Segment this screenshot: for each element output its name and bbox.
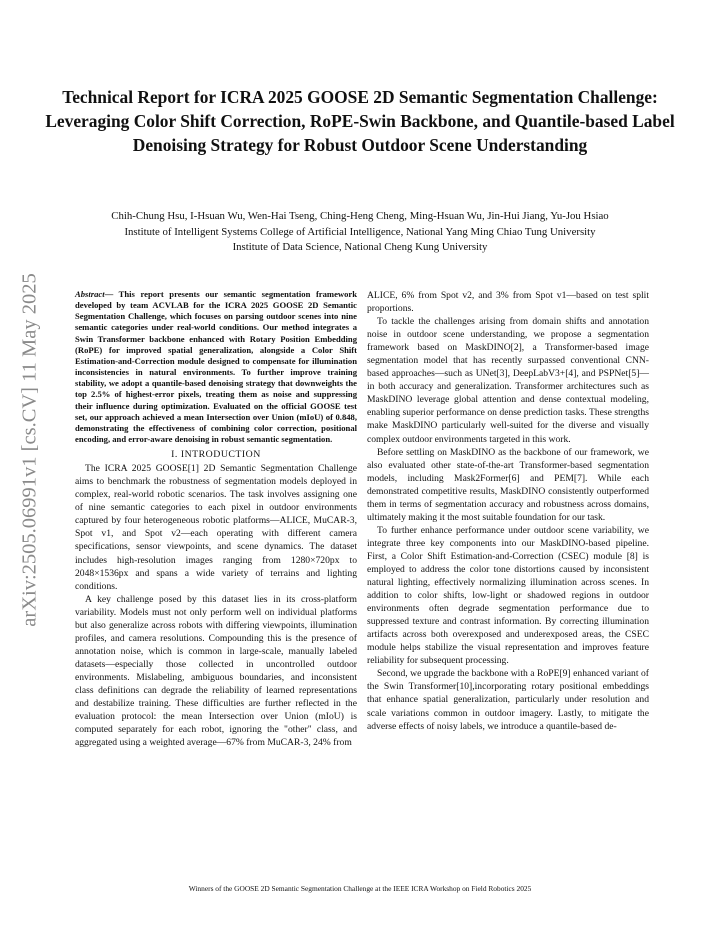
- affiliation-2: Institute of Data Science, National Cheng Kung University: [232, 241, 488, 253]
- intro-paragraph-3: To tackle the challenges arising from domain shifts and annotation noise in outdoor scene understanding, we propose a segmentation framework based on MaskDINO[2], a Transformer-based image segmentation model that has recently surpassed conventional CNN-based approaches—such as UNet[3], DeepLabV3+[4], and PSPNet[5]—in both accuracy and generalization. Transformer architectures such as MaskDINO leverage global attention and dense contextual modeling, enabling superior performance on dense prediction tasks. These strengths make MaskDINO particularly well-suited for the diverse and visually complex outdoor environments targeted in this work.: [367, 316, 649, 445]
- abstract-lead: Abstract: [75, 289, 105, 299]
- right-column: [367, 289, 649, 733]
- abstract-text: — This report presents our semantic segmentation framework developed by team ACVLAB for the ICRA 2025 GOOSE 2D Semantic Segmentation Challenge, which focuses on parsing outdoor scenes into nine semantic categories under real-world conditions. Our method integrates a Swin Transformer backbone enhanced with Rotary Position Embedding (RoPE) for improved spatial generalization, alongside a Color Shift Estimation-and-Correction module designed to compensate for illumination inconsistencies in natural environments. To further improve training stability, we adopt a quantile-based denoising strategy that downweights the top 2.5% of highest-error pixels, treating them as noise and suppressing their influence during optimization. Evaluated on the official GOOSE test set, our approach achieved a mean Intersection over Union (mIoU) of 0.848, demonstrating the effectiveness of combining color correction, positional encoding, and error-aware denoising in robust semantic segmentation.: [75, 289, 357, 445]
- intro-paragraph-5: To further enhance performance under outdoor scene variability, we integrate three key components into our MaskDINO-based pipeline. First, a Color Shift Estimation-and-Correction (CSEC) module [8] is employed to address the color tone distortions caused by inconsistent natural lighting, effectively normalizing illumination across scenes. In addition to color shifts, low-light or shadowed regions in outdoor environments often degrade segmentation performance due to suppressed texture and contrast information. By correcting illumination artifacts across both overexposed and underexposed areas, the CSEC module helps stabilize the visual representation and improves feature reliability for subsequent processing.: [367, 524, 649, 667]
- section-heading-introduction: I. INTRODUCTION: [171, 449, 261, 461]
- author-block: [40, 209, 680, 256]
- author-names: Chih-Chung Hsu, I-Hsuan Wu, Wen-Hai Tseng, Ching-Heng Cheng, Ming-Hsuan Wu, Jin-Hui Jiang, Yu-Jou Hsiao: [111, 210, 609, 222]
- intro-paragraph-1: The ICRA 2025 GOOSE[1] 2D Semantic Segmentation Challenge aims to benchmark the robustness of segmentation models deployed in complex, real-world robotic scenarios. The task involves assigning one of nine semantic categories to each pixel in outdoor environments captured by four heterogeneous robotic platforms—ALICE, MuCAR-3, Spot v1, and Spot v2—each operating with different camera specifications, sensor viewpoints, and scene dynamics. The dataset includes high-resolution images ranging from 1280×720px to 2048×1536px and spans a wide variety of terrains and lighting conditions.: [75, 463, 357, 592]
- paper-title: Technical Report for ICRA 2025 GOOSE 2D Semantic Segmentation Challenge: Leveraging Color Shift Correction, RoPE-Swin Backbone, and Quantile-based Label Denoising Strategy for Robust Outdoor Scene Understanding: [45, 87, 675, 155]
- intro-paragraph-continued: ALICE, 6% from Spot v2, and 3% from Spot v1—based on test split proportions.: [367, 290, 649, 315]
- intro-paragraph-4: Before settling on MaskDINO as the backbone of our framework, we also evaluated other state-of-the-art Transformer-based segmentation models, including Mask2Former[6] and PEM[7]. While each demonstrated competitive results, MaskDINO consistently outperformed them in terms of segmentation accuracy and robustness across domains, ultimately making it the most suitable foundation for our task.: [367, 446, 649, 523]
- page-footer: Winners of the GOOSE 2D Semantic Segmentation Challenge at the IEEE ICRA Workshop on Field Robotics 2025: [188, 884, 532, 893]
- abstract: [75, 289, 357, 445]
- affiliation-1: Institute of Intelligent Systems College of Artificial Intelligence, National Yang Ming Chiao Tung University: [124, 225, 596, 238]
- arxiv-stamp: arXiv:2505.06991v1 [cs.CV] 11 May 2025: [18, 273, 41, 627]
- intro-paragraph-6: Second, we upgrade the backbone with a RoPE[9] enhanced variant of the Swin Transformer[10],incorporating rotary positional embeddings that enhance spatial generalization, particularly under resolution and scale variations common in outdoor imagery. Lastly, to mitigate the adverse effects of noisy labels, we introduce a quantile-based de-: [367, 668, 649, 732]
- intro-paragraph-2: A key challenge posed by this dataset lies in its cross-platform variability. Models must not only perform well on individual platforms but also generalize across robots with differing viewpoints, illumination profiles, and camera resolutions. Compounding this is the presence of annotation noise, which is common in large-scale, manually labeled datasets—especially those collected in uncontrolled outdoor environments. Mislabeling, ambiguous boundaries, and inconsistent class definitions can degrade the reliability of learned representations and destabilize training. These difficulties are further reflected in the evaluation protocol: the mean Intersection over Union (mIoU) is computed separately for each robot, ignoring the "other" class, and aggregated using a weighted average—67% from MuCAR-3, 24% from: [75, 593, 357, 749]
- left-column: [75, 289, 357, 749]
